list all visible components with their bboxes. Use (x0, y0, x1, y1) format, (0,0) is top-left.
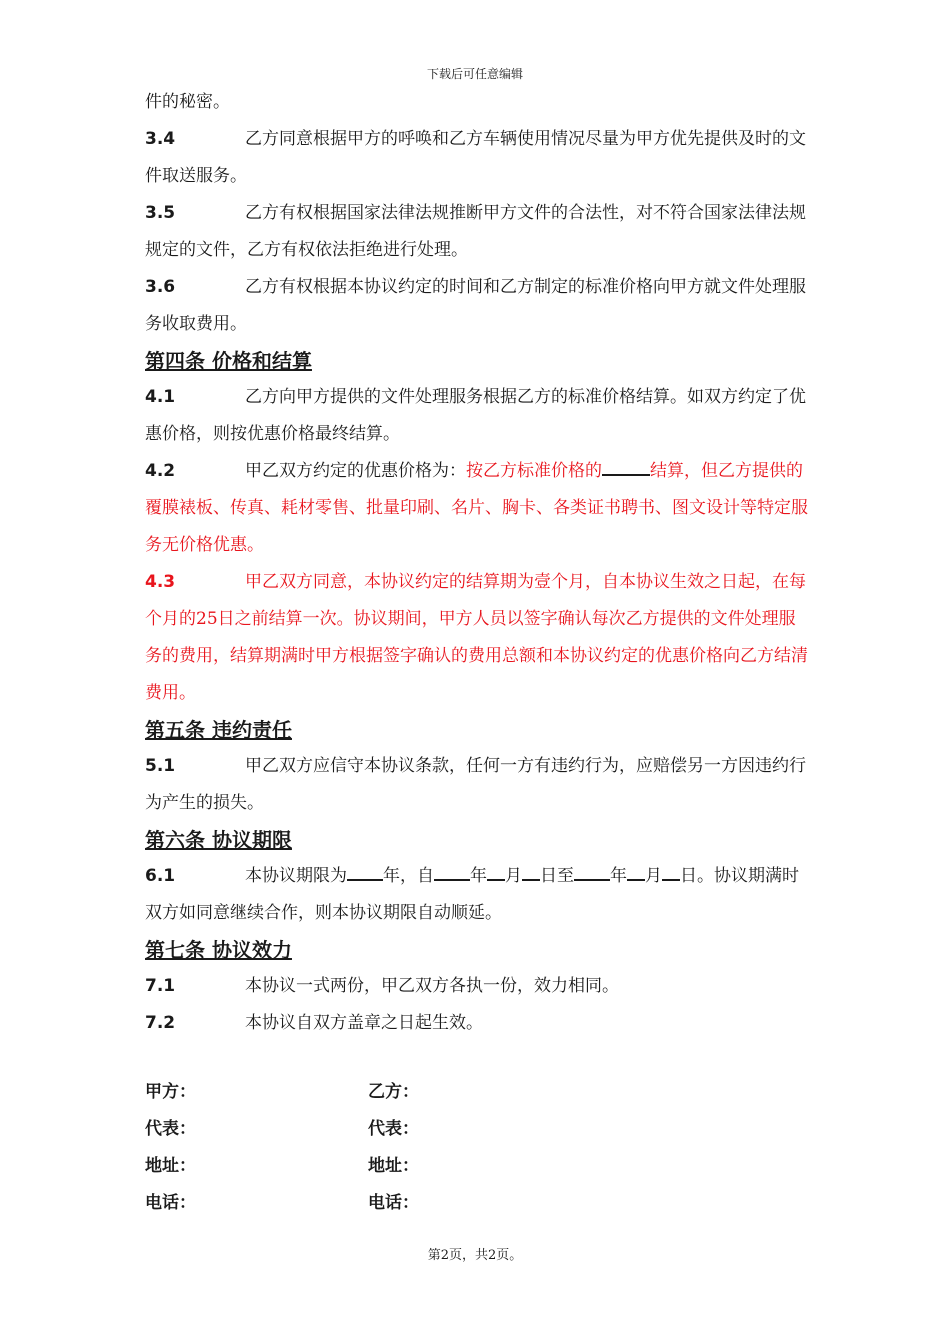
clause-text: 乙方有权根据本协议约定的时间和乙方制定的标准价格向甲方就文件处理服务收取费用。 (145, 277, 806, 334)
representative-label-a: 代表： (145, 1119, 196, 1139)
signature-row-party (145, 1074, 645, 1111)
clause-text: 日。协议期满时双方如同意继续合作，则本协议期限自动顺延。 (145, 866, 799, 923)
clause-number: 4.3 (145, 572, 176, 592)
clause-text: 乙方向甲方提供的文件处理服务根据乙方的标准价格结算。如双方约定了优惠价格，则按优惠价格最终结算。 (145, 387, 806, 444)
clause-4-1 (145, 379, 810, 453)
address-label-b: 地址： (368, 1156, 419, 1176)
clause-number: 3.5 (145, 203, 176, 223)
article-4-heading: 第四条 价格和结算 (145, 349, 312, 373)
address-label-a: 地址： (145, 1156, 196, 1176)
clause-text: 年 (470, 866, 487, 886)
blank-line (662, 861, 680, 881)
clause-text: 年，自 (383, 866, 434, 886)
clause-number: 4.1 (145, 387, 176, 407)
clause-number: 7.2 (145, 1013, 176, 1033)
clause-7-1 (145, 968, 810, 1005)
blank-line (602, 456, 650, 476)
article-6-heading: 第六条 协议期限 (145, 828, 292, 852)
clause-text: 年 (610, 866, 627, 886)
clause-text: 月 (645, 866, 662, 886)
clause-text: 本协议期限为 (245, 866, 347, 886)
signature-row-address (145, 1148, 645, 1185)
party-b-label: 乙方： (368, 1082, 419, 1102)
page-footer: 第2页，共2页。 (427, 1248, 523, 1263)
clause-4-2 (145, 453, 810, 564)
signature-row-phone (145, 1185, 645, 1222)
clause-text: 本协议自双方盖章之日起生效。 (245, 1013, 483, 1033)
clause-number: 7.1 (145, 976, 176, 996)
clause-text: 日至 (540, 866, 574, 886)
phone-label-b: 电话： (368, 1193, 419, 1213)
clause-text: 甲乙双方约定的优惠价格为： (245, 461, 466, 481)
blank-line (347, 861, 383, 881)
clause-text: 甲乙双方应信守本协议条款，任何一方有违约行为，应赔偿另一方因违约行为产生的损失。 (145, 756, 806, 813)
continued-text: 件的秘密。 (145, 92, 230, 112)
clause-text: 乙方有权根据国家法律法规推断甲方文件的合法性，对不符合国家法律法规规定的文件，乙方有权依法拒绝进行处理。 (145, 203, 806, 260)
blank-line (574, 861, 610, 881)
clause-text: 乙方同意根据甲方的呼唤和乙方车辆使用情况尽量为甲方优先提供及时的文件取送服务。 (145, 129, 806, 186)
clause-5-1 (145, 748, 810, 822)
clause-7-2 (145, 1005, 810, 1042)
clause-number: 3.4 (145, 129, 176, 149)
blank-line (627, 861, 645, 881)
clause-text: 本协议一式两份，甲乙双方各执一份，效力相同。 (245, 976, 619, 996)
blank-line (487, 861, 505, 881)
clause-text: 月 (505, 866, 522, 886)
representative-label-b: 代表： (368, 1119, 419, 1139)
page-header: 下载后可任意编辑 (426, 67, 523, 81)
clause-text-highlight: 结算，但乙方提供的覆膜裱板、传真、耗材零售、批量印刷、名片、胸卡、各类证书聘书、图文设计等特定服务无价格优惠。 (145, 461, 808, 555)
clause-text: 甲乙双方同意，本协议约定的结算期为壹个月，自本协议生效之日起，在每个月的25日之前结算一次。协议期间，甲方人员以签字确认每次乙方提供的文件处理服务的费用，结算期满时甲方根据签字确认的费用总额和本协议约定的优惠价格向乙方结清费用。 (145, 572, 808, 703)
clause-4-3 (145, 564, 810, 712)
blank-line (522, 861, 540, 881)
blank-line (434, 861, 470, 881)
clause-6-1 (145, 858, 810, 932)
clause-3-6 (145, 269, 810, 343)
clause-number: 5.1 (145, 756, 176, 776)
article-7-heading: 第七条 协议效力 (145, 938, 292, 962)
signature-block (145, 1074, 645, 1222)
clause-3-4 (145, 121, 810, 195)
clause-number: 6.1 (145, 866, 176, 886)
article-5-heading: 第五条 违约责任 (145, 718, 292, 742)
document-body (145, 84, 810, 1042)
clause-number: 3.6 (145, 277, 176, 297)
clause-number: 4.2 (145, 461, 176, 481)
signature-row-representative (145, 1111, 645, 1148)
clause-text-highlight: 按乙方标准价格的 (466, 461, 602, 481)
party-a-label: 甲方： (145, 1082, 196, 1102)
clause-3-5 (145, 195, 810, 269)
phone-label-a: 电话： (145, 1193, 196, 1213)
